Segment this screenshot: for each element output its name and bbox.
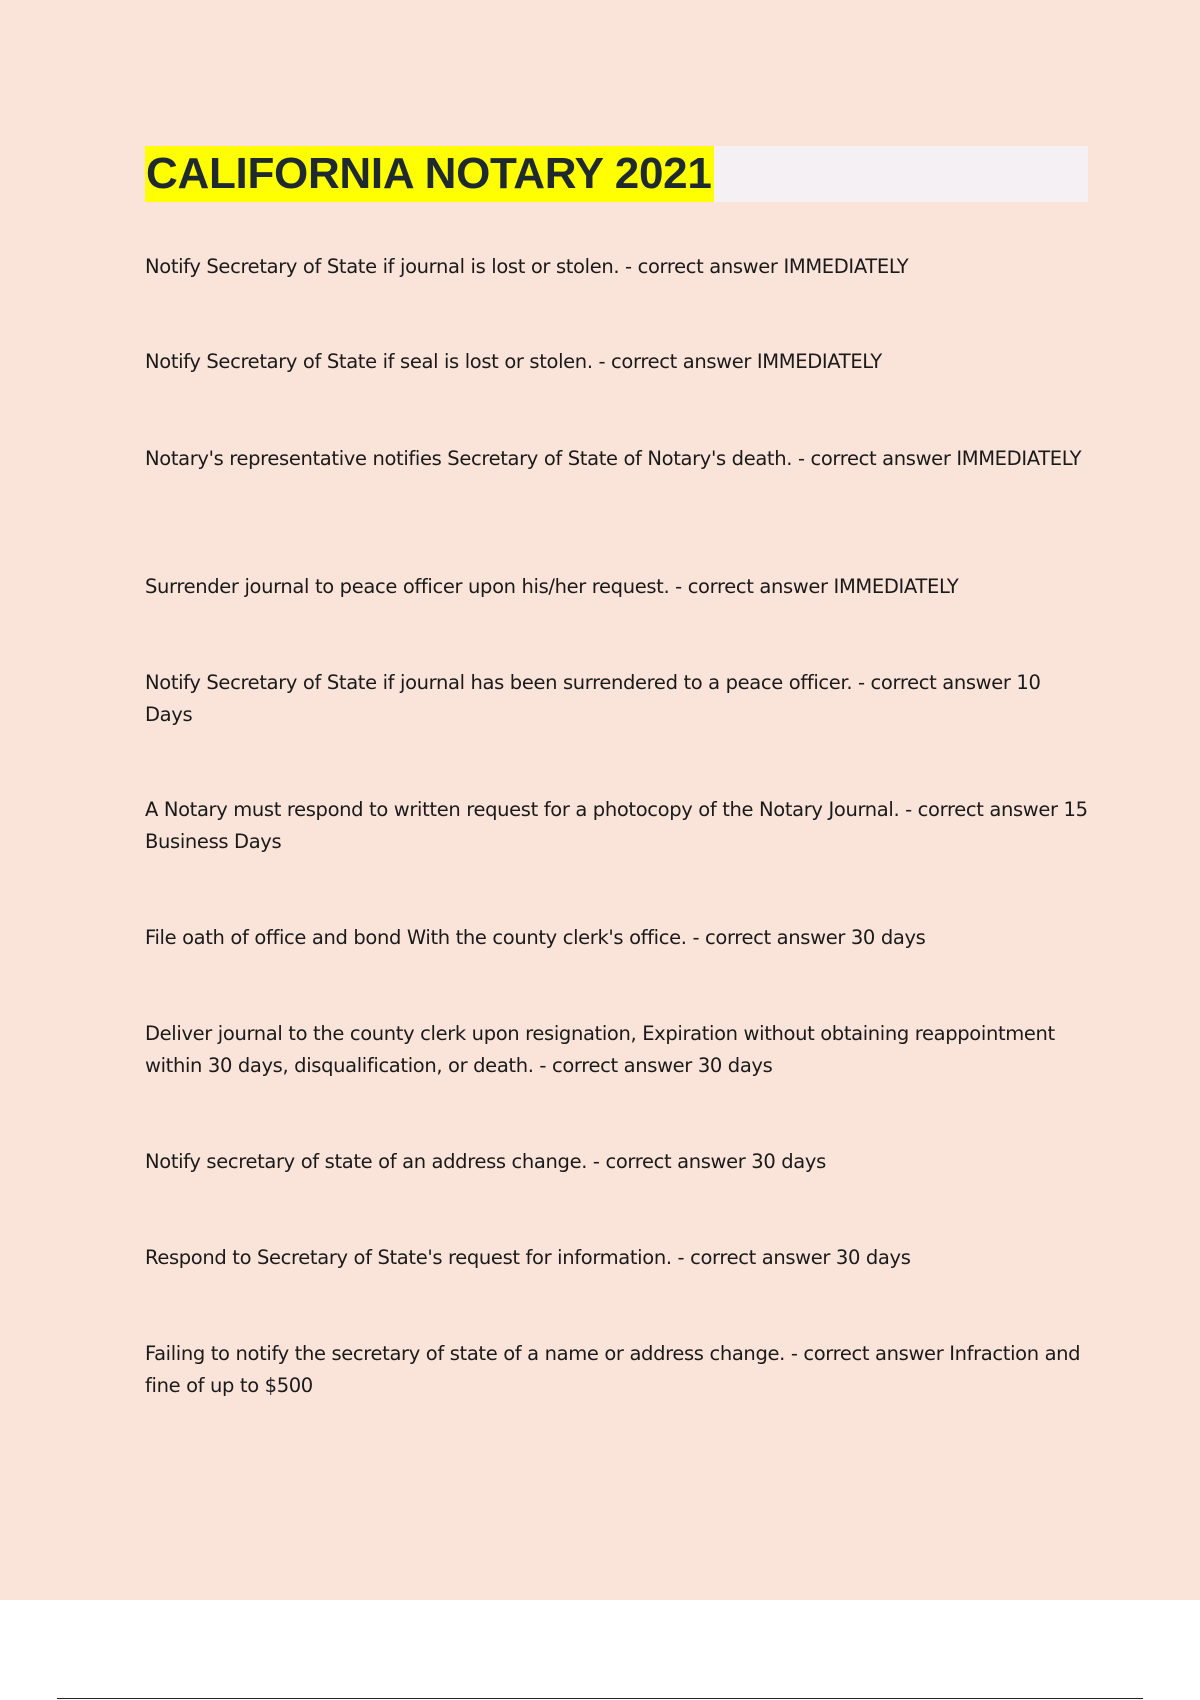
qa-item: Respond to Secretary of State's request for information. - correct answer 30 days [145,1246,911,1269]
qa-item: Notify Secretary of State if seal is lost or stolen. - correct answer IMMEDIATELY [145,350,882,373]
qa-item: A Notary must respond to written request for a photocopy of the Notary Journal. - correct answer 15 Business Days [145,798,1088,853]
qa-item: Notary's representative notifies Secretary of State of Notary's death. - correct answer IMMEDIATELY [145,447,1082,470]
qa-item: Notify Secretary of State if journal is lost or stolen. - correct answer IMMEDIATELY [145,255,909,278]
qa-item: Surrender journal to peace officer upon his/her request. - correct answer IMMEDIATELY [145,575,959,598]
qa-item: File oath of office and bond With the county clerk's office. - correct answer 30 days [145,926,926,949]
qa-item: Notify Secretary of State if journal has been surrendered to a peace officer. - correct answer 10 Days [145,671,1041,726]
document-title: CALIFORNIA NOTARY 2021 [145,146,714,202]
qa-item: Failing to notify the secretary of state of a name or address change. - correct answer Infraction and fine of up to $500 [145,1342,1081,1397]
qa-item: Deliver journal to the county clerk upon resignation, Expiration without obtaining reappointment within 30 days, disqualification, or death. - correct answer 30 days [145,1022,1055,1077]
footer-rule [57,1698,1143,1699]
qa-item: Notify secretary of state of an address change. - correct answer 30 days [145,1150,826,1173]
